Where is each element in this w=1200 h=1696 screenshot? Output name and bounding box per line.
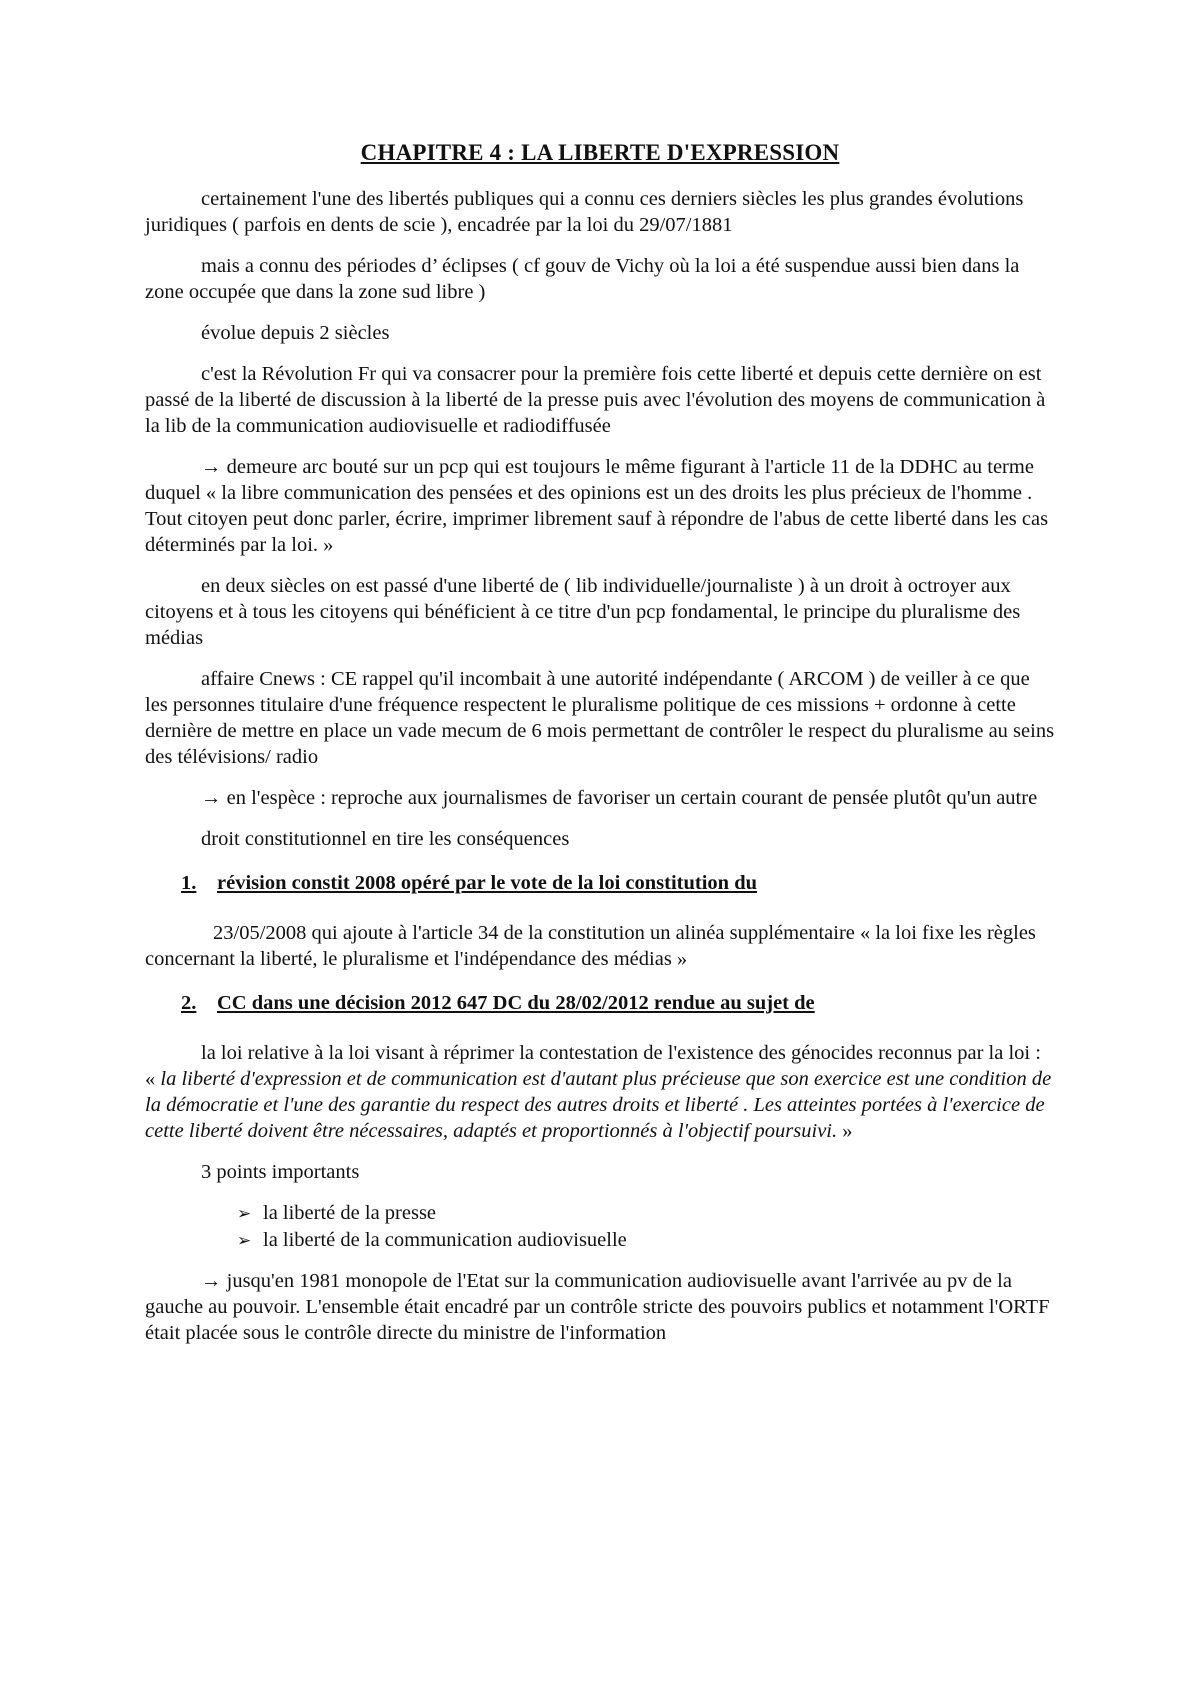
bullet-list (145, 1200, 1055, 1254)
quote-italic: la liberté d'expression et de communication est d'autant plus précieuse que son exercice est une condition de la démocratie et l'une des garantie du respect des autres droits et liberté . Les atteintes portées à l'exercice de cette liberté doivent être nécessaires, adaptés et proportionnés à l'objectif poursuivi. (145, 1068, 1052, 1142)
paragraph-intro: certainement l'une des libertés publiques qui a connu ces derniers siècles les plus grandes évolutions juridiques ( parfois en dents de scie ), encadrée par la loi du 29/07/1881 (145, 188, 1024, 236)
arrow-bullet-icon: ➢ (237, 1231, 252, 1251)
quote-end: » (837, 1120, 853, 1142)
paragraph-two-centuries: en deux siècles on est passé d'une liberté de ( lib individuelle/journaliste ) à un droit à octroyer aux citoyens et à tous les citoyens qui bénéficient à ce titre d'un pcp fondamental, le principe du pluralisme des médias (145, 575, 1021, 649)
paragraph-cnews: affaire Cnews : CE rappel qu'il incombait à une autorité indépendante ( ARCOM ) de veiller à ce que les personnes titulaire d'une fréquence respectent le pluralisme politique de ces missions + ordonne à cette dernière de mettre en place un vade mecum de 6 mois permettant de contrôler le respect du pluralisme au seins des télévisions/ radio (145, 668, 1055, 768)
heading-text: CC dans une décision 2012 647 DC du 28/02/2012 rendue au sujet de (217, 992, 815, 1014)
quote-intro: la loi relative à la loi visant à réprimer la contestation de l'existence des génocides reconnus par la loi : « (145, 1042, 1041, 1090)
paragraph-espece: → en l'espèce : reproche aux journalismes de favoriser un certain courant de pensée plutôt qu'un autre (201, 787, 1038, 809)
paragraph-revolution: c'est la Révolution Fr qui va consacrer pour la première fois cette liberté et depuis cette dernière on est passé de la liberté de discussion à la liberté de la presse puis avec l'évolution des moyens de communication à la lib de la communication audiovisuelle et radiodiffusée (145, 363, 1046, 437)
paragraph-ddhc: → demeure arc bouté sur un pcp qui est toujours le même figurant à l'article 11 de la DDHC au terme duquel « la libre communication des pensées et des opinions est un des droits les plus précieux de l'homme . Tout citoyen peut donc parler, écrire, imprimer librement sauf à répondre de l'abus de cette liberté dans les cas déterminés par la loi. » (145, 456, 1049, 556)
heading-text: révision constit 2008 opéré par le vote de la loi constitution du (217, 872, 758, 894)
list-item-label: la liberté de la presse (263, 1202, 437, 1224)
heading-number: 1. (181, 872, 197, 894)
arrow-bullet-icon: ➢ (237, 1204, 252, 1224)
heading-1 (145, 870, 1055, 896)
list-item-label: la liberté de la communication audiovisuelle (263, 1229, 627, 1251)
heading-number: 2. (181, 992, 197, 1014)
document-page (145, 140, 1055, 1361)
heading-2 (145, 990, 1055, 1016)
paragraph-revision-2008: 23/05/2008 qui ajoute à l'article 34 de la constitution un alinéa supplémentaire « la loi fixe les règles concernant la liberté, le pluralisme et l'indépendance des médias » (145, 922, 1036, 970)
paragraph-evolution: évolue depuis 2 siècles (201, 322, 390, 344)
paragraph-points: 3 points importants (201, 1161, 360, 1183)
paragraph-eclipses: mais a connu des périodes d’ éclipses ( cf gouv de Vichy où la loi a été suspendue aussi bien dans la zone occupée que dans la zone sud libre ) (145, 255, 1020, 303)
list-item (237, 1200, 1055, 1227)
list-item (237, 1227, 1055, 1254)
paragraph-droit-constit: droit constitutionnel en tire les conséquences (201, 828, 570, 850)
chapter-title: CHAPITRE 4 : LA LIBERTE D'EXPRESSION (360, 140, 840, 165)
paragraph-cc-decision (145, 1040, 1055, 1144)
paragraph-monopole: → jusqu'en 1981 monopole de l'Etat sur la communication audiovisuelle avant l'arrivée au pv de la gauche au pouvoir. L'ensemble était encadré par un contrôle stricte des pouvoirs publics et notamment l'ORTF était placée sous le contrôle directe du ministre de l'information (145, 1270, 1050, 1344)
